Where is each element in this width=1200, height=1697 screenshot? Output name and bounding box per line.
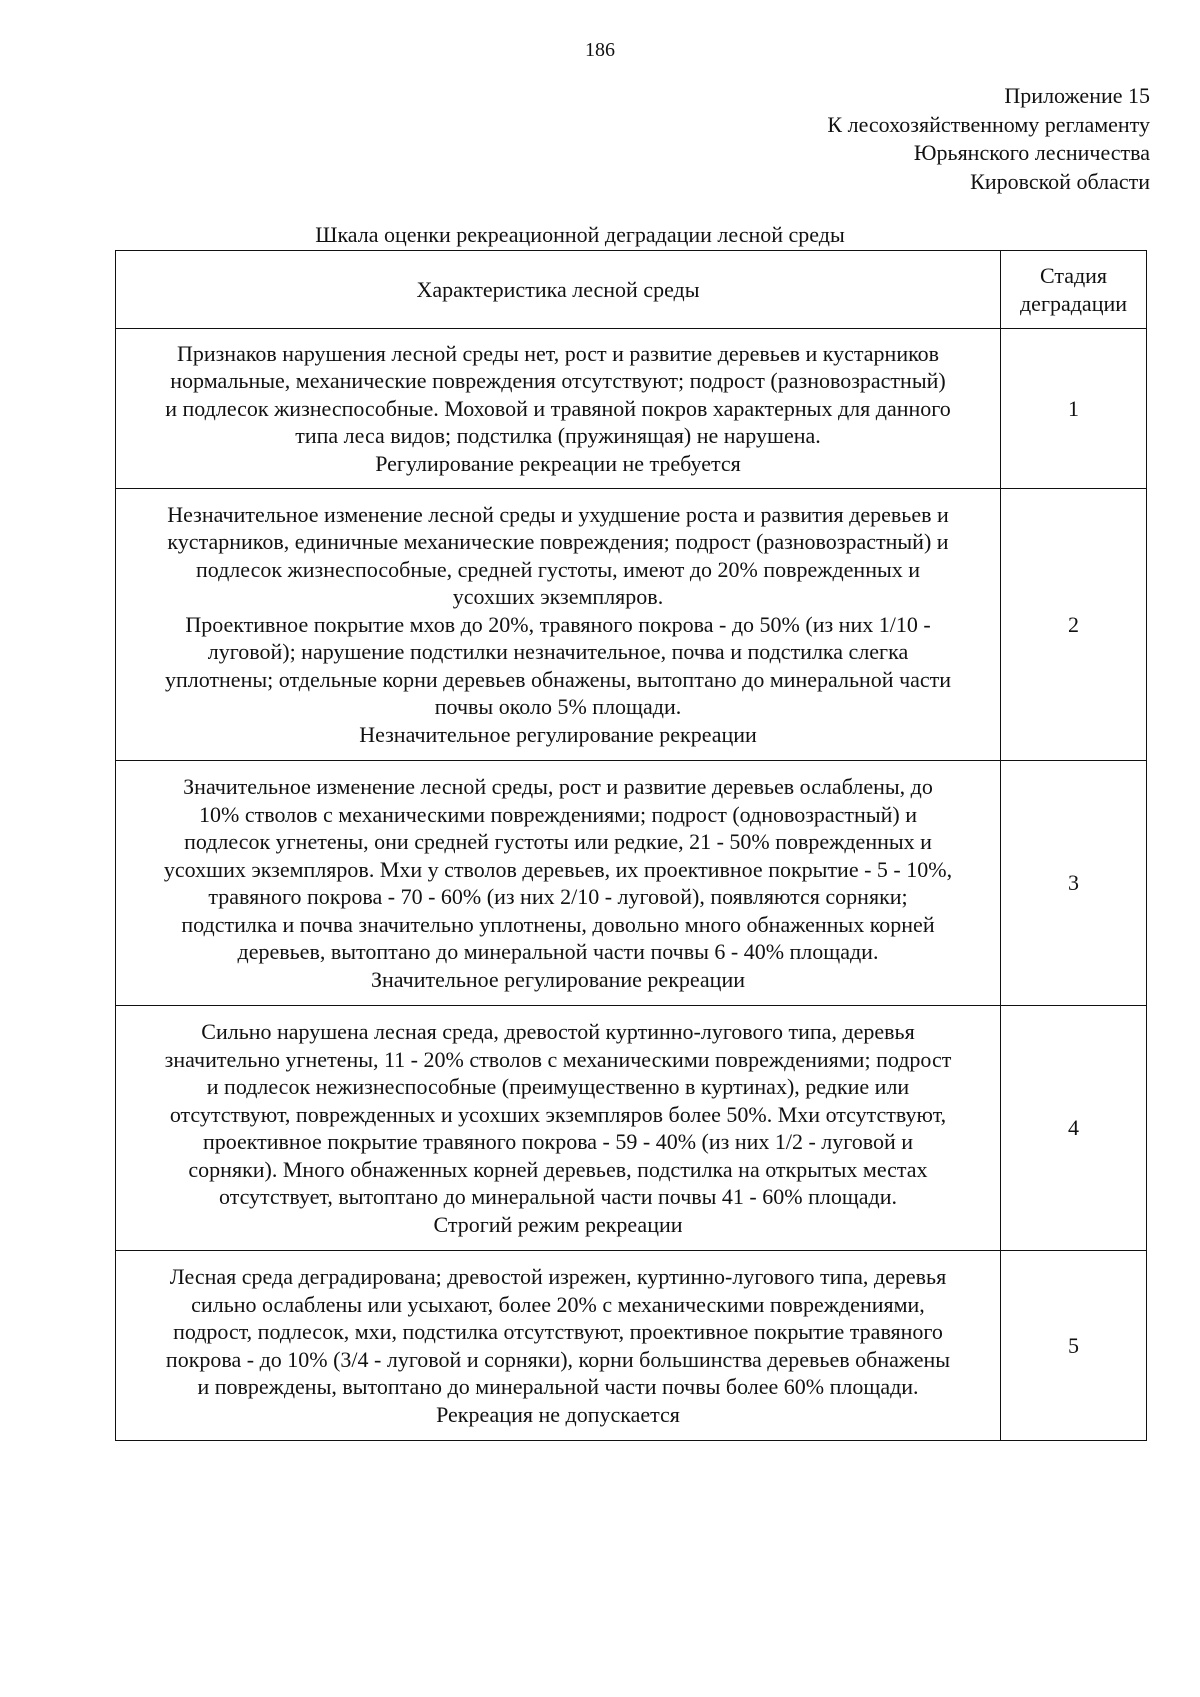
appendix-line: К лесохозяйственному регламенту [827, 111, 1150, 137]
description-line: Рекреация не допускается [436, 1401, 680, 1427]
description-line: усохших экземпляров. Мхи у стволов деревьев, их проективное покрытие - 5 - 10%, [163, 856, 953, 882]
appendix-line: Юрьянского лесничества [913, 140, 1150, 165]
stage-cell: 1 [1001, 329, 1147, 489]
description-line: и подлесок жизнеспособные. Моховой и травяной покров характерных для данного [165, 395, 951, 421]
table-row [116, 1251, 1147, 1441]
description-line: Сильно нарушена лесная среда, древостой куртинно-лугового типа, деревья [201, 1019, 915, 1044]
stage-cell: 5 [1001, 1251, 1147, 1441]
header-stage-line: Стадия [1039, 263, 1108, 288]
description-line: отсутствуют, поврежденных и усохших экземпляров более 50%. Мхи отсутствуют, [169, 1101, 947, 1127]
description-line: значительно угнетены, 11 - 20% стволов с механическими повреждениями; подрост [164, 1046, 952, 1072]
description-line: травяного покрова - 70 - 60% (из них 2/10 - луговой), появляются сорняки; [208, 884, 908, 909]
description-line: и повреждены, вытоптано до минеральной части почвы более 60% площади. [197, 1374, 919, 1399]
page-number: 186 [585, 39, 615, 61]
description-line: подлесок жизнеспособные, средней густоты, имеют до 20% поврежденных и [195, 556, 921, 582]
description-line: Проективное покрытие мхов до 20%, травяного покрова - до 50% (из них 1/10 - [185, 611, 931, 637]
header-stage [1001, 251, 1147, 329]
appendix-line: Кировской области [970, 168, 1150, 194]
stage-cell: 3 [1001, 761, 1147, 1006]
description-line: проективное покрытие травяного покрова - 59 - 40% (из них 1/2 - луговой и [202, 1129, 914, 1154]
description-cell [116, 329, 1001, 489]
document-title: Шкала оценки рекреационной деградации лесной среды [315, 222, 845, 247]
description-line: 10% стволов с механическими повреждениями; подрост (одновозрастный) и [199, 801, 917, 827]
description-line: сильно ослаблены или усыхают, более 20% с механическими повреждениями, [191, 1291, 925, 1317]
description-line: подлесок угнетены, они средней густоты или редкие, 21 - 50% поврежденных и [184, 829, 932, 854]
description-line: типа леса видов; подстилка (пружинящая) не нарушена. [295, 423, 821, 449]
description-cell [116, 489, 1001, 761]
table-row [116, 761, 1147, 1006]
table-row [116, 329, 1147, 489]
description-line: подрост, подлесок, мхи, подстилка отсутствуют, проективное покрытие травяного [173, 1319, 943, 1344]
table-row [116, 489, 1147, 761]
description-line: уплотнены; отдельные корни деревьев обнажены, вытоптано до минеральной части [164, 666, 952, 692]
description-line: деревьев, вытоптано до минеральной части почвы 6 - 40% площади. [237, 939, 879, 964]
header-stage-line: деградации [1019, 290, 1128, 316]
table-header-row [116, 251, 1147, 329]
table-row [116, 1006, 1147, 1251]
appendix-line: Приложение 15 [1004, 83, 1150, 108]
description-cell [116, 761, 1001, 1006]
stage-cell: 4 [1001, 1006, 1147, 1251]
description-line: нормальные, механические повреждения отсутствуют; подрост (разновозрастный) [170, 368, 946, 394]
description-line: Строгий режим рекреации [433, 1211, 683, 1237]
stage-cell: 2 [1001, 489, 1147, 761]
degradation-scale-table [115, 250, 1147, 1441]
description-line: почвы около 5% площади. [434, 694, 682, 720]
description-line: Лесная среда деградирована; древостой изрежен, куртинно-лугового типа, деревья [169, 1264, 947, 1289]
description-line: Незначительное изменение лесной среды и ухудшение роста и развития деревьев и [167, 501, 949, 527]
description-line: усохших экземпляров. [452, 584, 664, 610]
description-line: Значительное регулирование рекреации [370, 966, 746, 992]
description-cell [116, 1006, 1001, 1251]
description-line: Незначительное регулирование рекреации [359, 721, 757, 747]
description-line: отсутствует, вытоптано до минеральной части почвы 41 - 60% площади. [218, 1184, 898, 1209]
description-line: Регулирование рекреации не требуется [375, 450, 741, 476]
description-line: Признаков нарушения лесной среды нет, рост и развитие деревьев и кустарников [176, 340, 940, 366]
description-line: кустарников, единичные механические повреждения; подрост (разновозрастный) и [167, 529, 949, 555]
appendix-note [450, 82, 1150, 196]
header-description: Характеристика лесной среды [116, 251, 1001, 329]
description-line: покрова - до 10% (3/4 - луговой и сорняки), корни большинства деревьев обнажены [165, 1346, 951, 1372]
description-line: и подлесок нежизнеспособные (преимущественно в куртинах), редкие или [206, 1074, 910, 1099]
table-body [116, 329, 1147, 1441]
description-line: подстилка и почва значительно уплотнены, довольно много обнаженных корней [181, 911, 935, 937]
description-line: луговой); нарушение подстилки незначительное, почва и подстилка слегка [207, 639, 909, 665]
description-cell [116, 1251, 1001, 1441]
description-line: сорняки). Много обнаженных корней деревьев, подстилка на открытых местах [188, 1156, 928, 1182]
description-line: Значительное изменение лесной среды, рост и развитие деревьев ослаблены, до [183, 774, 933, 799]
